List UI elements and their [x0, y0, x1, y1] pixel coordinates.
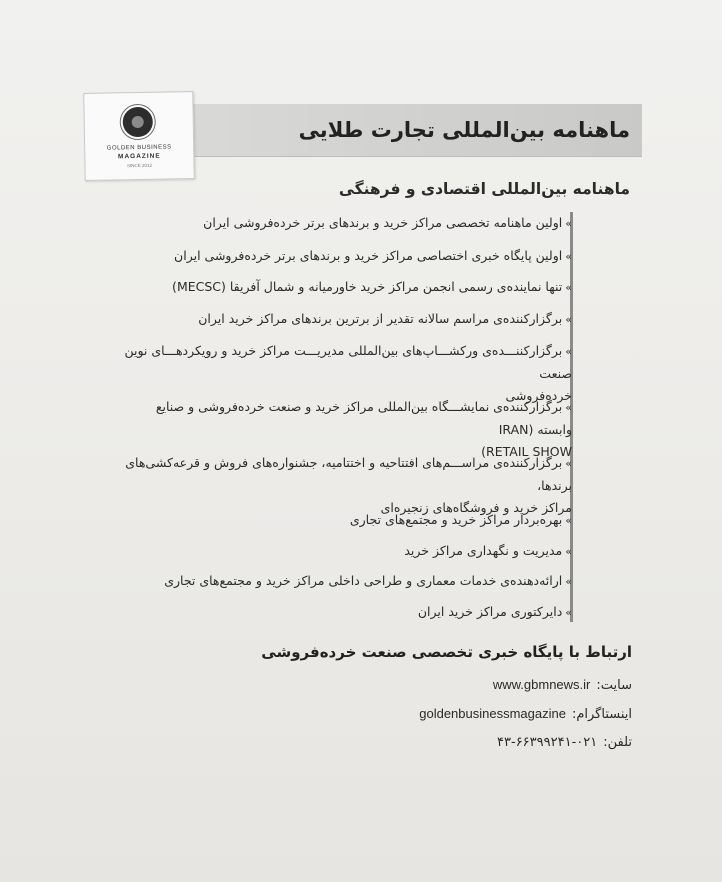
logo-line-3: SINCE 2012: [126, 162, 153, 169]
instagram-handle[interactable]: goldenbusinessmagazine: [419, 706, 566, 721]
bullet-icon: »: [565, 313, 572, 326]
list-item-text: برگزارکننده‌ی مراسم سالانه تقدیر از برترین برندهای مراکز خرید ایران: [198, 311, 563, 326]
bullet-icon: »: [565, 457, 572, 470]
list-item: [122, 245, 572, 268]
list-item-text: اولین پایگاه خبری اختصاصی مراکز خرید و برندهای برتر خرده‌فروشی ایران: [174, 248, 563, 263]
list-item-text: برگزارکننده‌ی مراســـم‌های افتتاحیه و اختتامیه، جشنواره‌های فروش و قرعه‌کشی‌های برندها،: [125, 455, 572, 493]
section-title: ماهنامه بین‌المللی اقتصادی و فرهنگی: [338, 180, 630, 198]
logo-line-2: MAGAZINE: [117, 152, 161, 161]
magazine-logo: [83, 91, 195, 181]
list-item: [122, 570, 572, 593]
bullet-icon: »: [565, 345, 572, 358]
bullet-icon: »: [565, 545, 572, 558]
list-item: [122, 601, 572, 624]
list-item-continuation: RETAIL SHOW): [481, 444, 572, 459]
list-item-text: ارائه‌دهنده‌ی خدمات معماری و طراحی داخلی مراکز خرید و مجتمع‌های تجاری: [164, 573, 563, 588]
instagram-label: اینستاگرام:: [571, 707, 632, 722]
logo-emblem-icon: [122, 107, 153, 138]
site-link[interactable]: www.gbmnews.ir: [492, 677, 591, 692]
list-item: [122, 509, 572, 532]
list-item-text: دایرکتوری مراکز خرید ایران: [417, 604, 563, 619]
list-item-text: مدیریت و نگهداری مراکز خرید: [404, 543, 563, 558]
bullet-icon: »: [565, 281, 572, 294]
list-item-text: تنها نماینده‌ی رسمی انجمن مراکز خرید خاورمیانه و شمال آفریقا (MECSC): [172, 279, 563, 294]
phone-label: تلفن:: [603, 735, 632, 750]
list-item: [122, 308, 572, 331]
phone-number: ۰۲۱-۶۶۳۹۹۲۴۱-۴۳: [497, 735, 598, 750]
bullet-icon: »: [565, 250, 572, 263]
logo-line-1: GOLDEN BUSINESS: [106, 144, 172, 152]
bullet-icon: »: [565, 606, 572, 619]
contact-instagram: [419, 706, 632, 722]
list-item-continuation: مراکز خرید و فروشگاه‌های زنجیره‌ای: [380, 500, 572, 515]
list-item-text: اولین ماهنامه تخصصی مراکز خرید و برندهای برتر خرده‌فروشی ایران: [203, 215, 563, 230]
list-item: [122, 276, 572, 299]
page-title: ماهنامه بین‌المللی تجارت طلایی: [298, 118, 630, 142]
bullet-icon: »: [565, 514, 572, 527]
bullet-icon: »: [565, 401, 572, 414]
list-item: [122, 212, 572, 235]
list-item: [122, 540, 572, 563]
site-label: سایت:: [596, 678, 632, 693]
list-item-text: برگزارکننده‌ی نمایشـــگاه بین‌المللی مراکز خرید و صنعت خرده‌فروشی و صنایع وابسته (IRAN: [155, 399, 572, 437]
contact-phone: [497, 735, 632, 750]
feature-list: [122, 212, 572, 622]
bullet-icon: »: [565, 575, 572, 588]
bullet-icon: »: [565, 217, 572, 230]
list-item-text: برگزارکننـــده‌ی ورکشـــاپ‌های بین‌المللی مدیریـــت مراکز خرید و رویکردهـــای نوین صنعت: [124, 343, 572, 381]
contact-site: [493, 677, 632, 693]
list-item-text: بهره‌بردار مراکز خرید و مجتمع‌های تجاری: [349, 512, 563, 527]
contact-heading: ارتباط با پایگاه خبری تخصصی صنعت خرده‌فروشی: [261, 643, 632, 661]
list-item-continuation: خرده‌فروشی: [505, 388, 572, 403]
